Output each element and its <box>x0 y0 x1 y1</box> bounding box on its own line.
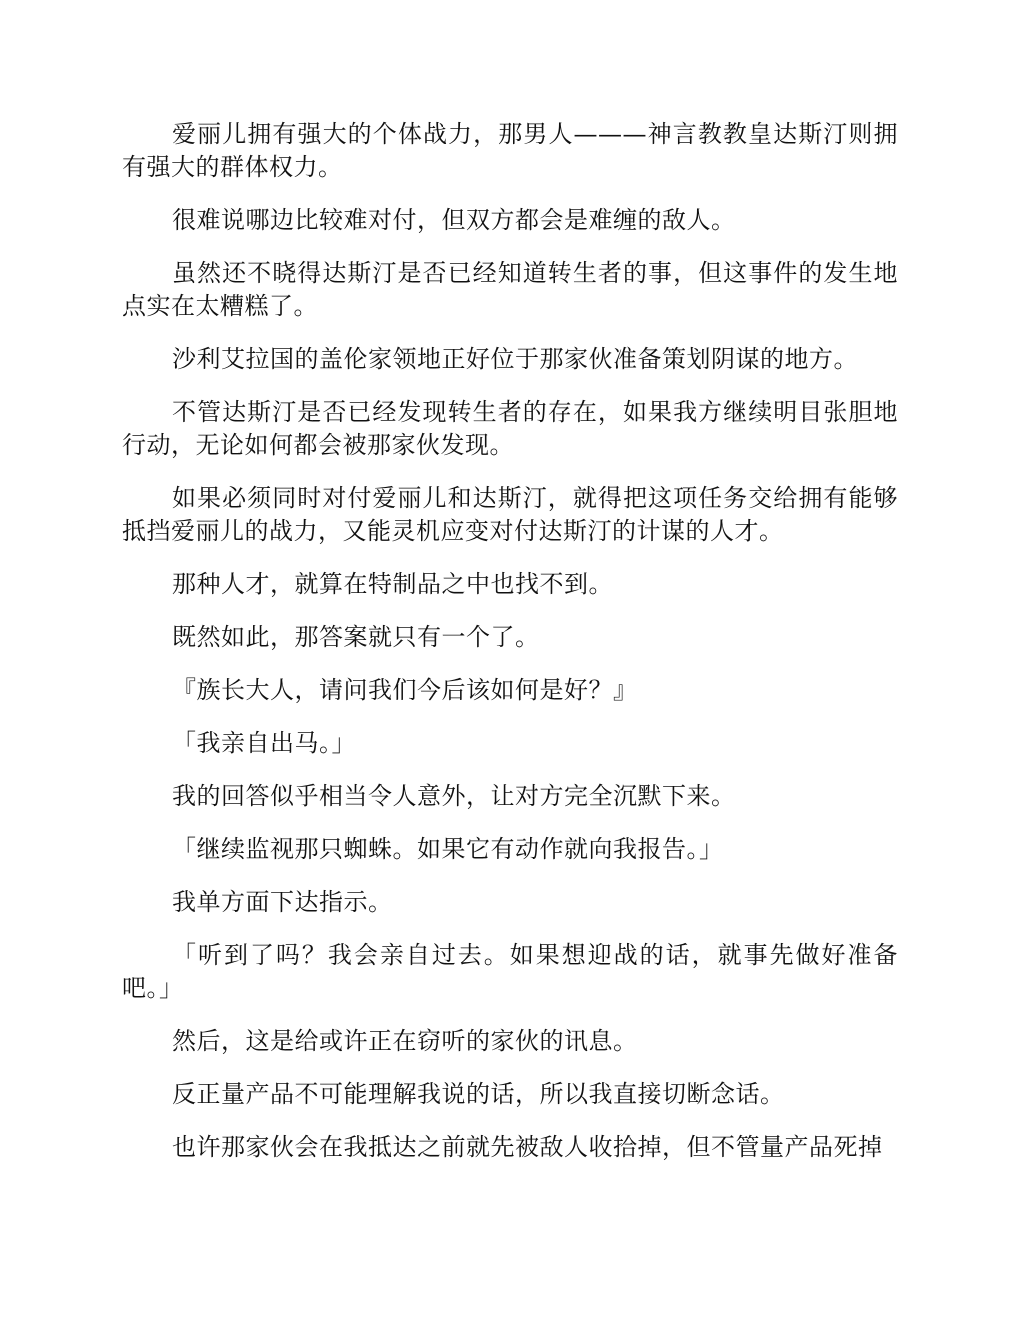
paragraph-6: 如果必须同时对付爱丽儿和达斯汀，就得把这项任务交给拥有能够抵挡爱丽儿的战力，又能灵机应变对付达斯汀的计谋的人才。 <box>122 484 898 545</box>
paragraph-2: 很难说哪边比较难对付，但双方都会是难缠的敌人。 <box>172 206 736 234</box>
paragraph-1: 爱丽儿拥有强大的个体战力，那男人———神言教教皇达斯汀则拥有强大的群体权力。 <box>122 120 898 181</box>
paragraph-15: 然后，这是给或许正在窃听的家伙的讯息。 <box>172 1027 638 1055</box>
paragraph-12: 「继续监视那只蜘蛛。如果它有动作就向我报告。」 <box>172 835 724 863</box>
paragraph-14: 「听到了吗？我会亲自过去。如果想迎战的话，就事先做好准备吧。」 <box>122 941 898 1002</box>
paragraph-9: 『族长大人，请问我们今后该如何是好？』 <box>172 676 638 704</box>
paragraph-17: 也许那家伙会在我抵达之前就先被敌人收拾掉，但不管量产品死掉 <box>172 1133 883 1161</box>
paragraph-7: 那种人才，就算在特制品之中也找不到。 <box>172 570 613 598</box>
paragraph-11: 我的回答似乎相当令人意外，让对方完全沉默下来。 <box>172 782 736 810</box>
paragraph-8: 既然如此，那答案就只有一个了。 <box>172 623 540 651</box>
paragraph-13: 我单方面下达指示。 <box>172 888 393 916</box>
paragraph-5: 不管达斯汀是否已经发现转生者的存在，如果我方继续明目张胆地行动，无论如何都会被那家伙发现。 <box>122 398 898 459</box>
paragraph-3: 虽然还不晓得达斯汀是否已经知道转生者的事，但这事件的发生地点实在太糟糕了。 <box>122 259 898 320</box>
paragraph-16: 反正量产品不可能理解我说的话，所以我直接切断念话。 <box>172 1080 785 1108</box>
body-text <box>122 118 898 1184</box>
paragraph-10: 「我亲自出马。」 <box>172 729 356 757</box>
paragraph-4: 沙利艾拉国的盖伦家领地正好位于那家伙准备策划阴谋的地方。 <box>172 345 858 373</box>
